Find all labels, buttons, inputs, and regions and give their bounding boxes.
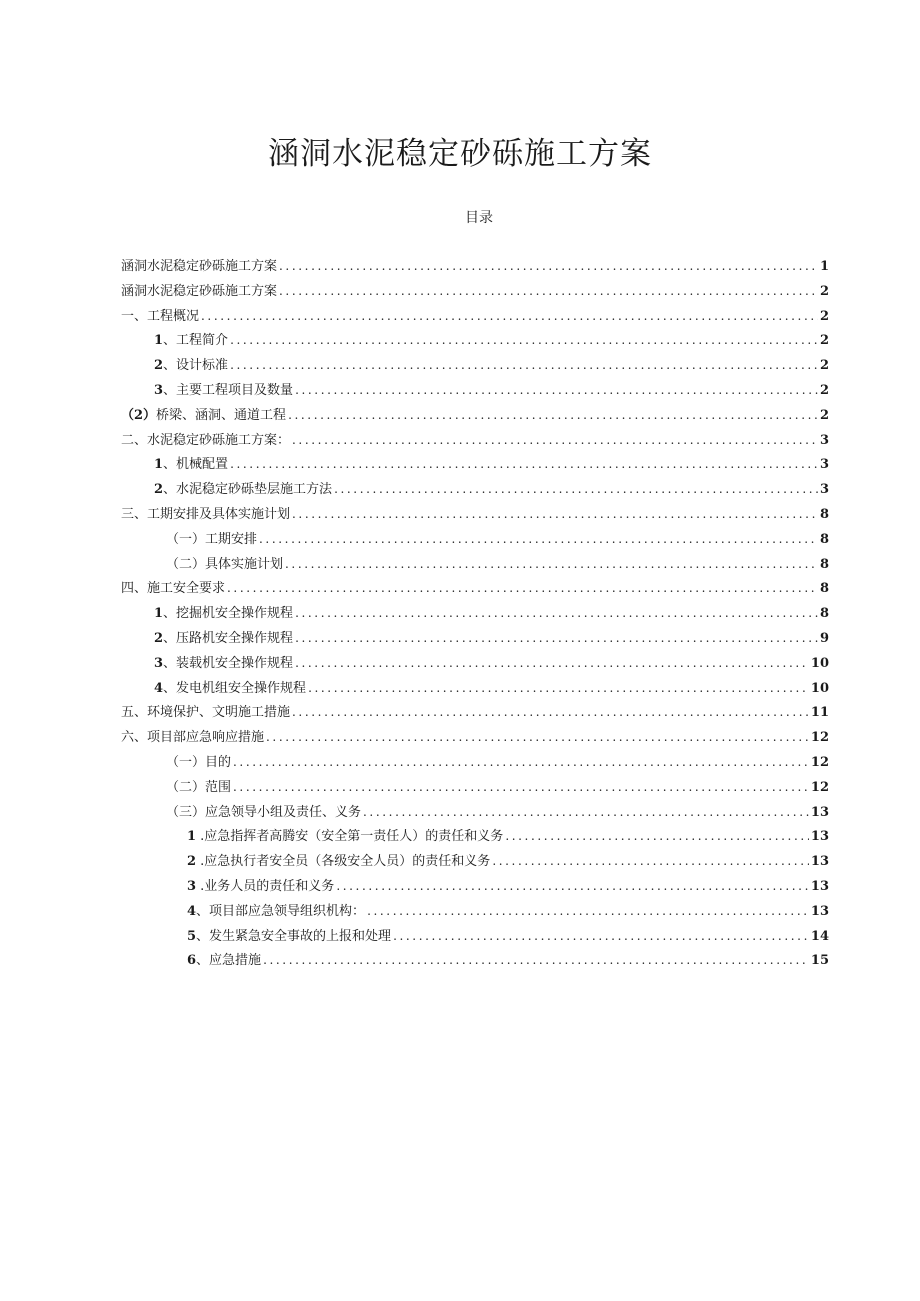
toc-leader-dots	[292, 502, 818, 527]
toc-leader-dots	[227, 576, 818, 601]
toc-entry-label: 、机械配置	[163, 457, 229, 473]
toc-entry[interactable]	[121, 725, 829, 750]
toc-leader-dots	[393, 924, 809, 949]
toc-entry[interactable]	[121, 849, 829, 874]
toc-leader-dots	[367, 899, 809, 924]
toc-leader-dots	[266, 725, 809, 750]
toc-entry[interactable]	[121, 676, 829, 701]
toc-entry-label: 桥梁、涵洞、通道工程	[156, 407, 287, 423]
toc-entry[interactable]	[121, 874, 829, 899]
toc-entry-page: 11	[810, 705, 829, 721]
toc-entry[interactable]	[121, 552, 829, 577]
toc-entry[interactable]	[121, 750, 829, 775]
toc-entry[interactable]	[121, 899, 829, 924]
toc-leader-dots	[201, 304, 818, 329]
toc-entry-label: （二）范围	[166, 779, 232, 795]
toc-entry-label: 、应急措施	[196, 953, 262, 969]
toc-entry-number: 3	[187, 878, 197, 894]
toc-leader-dots	[279, 279, 818, 304]
toc-leader-dots	[263, 948, 809, 973]
toc-leader-dots	[288, 403, 818, 428]
toc-entry-page: 10	[810, 655, 829, 671]
toc-entry-page: 10	[810, 680, 829, 696]
toc-entry-page: 12	[810, 730, 829, 746]
toc-entry-label: .应急执行者安全员（各级安全人员）的责任和义务	[196, 854, 491, 870]
toc-entry-number: 6	[187, 953, 197, 969]
toc-entry[interactable]	[121, 378, 829, 403]
toc-heading: 目录	[465, 210, 493, 226]
toc-leader-dots	[295, 626, 818, 651]
toc-entry[interactable]	[121, 254, 829, 279]
toc-entry-page: 12	[810, 779, 829, 795]
toc-entry-label: （二）具体实施计划	[166, 556, 284, 572]
toc-entry-number: 2	[187, 854, 197, 870]
toc-entry[interactable]	[121, 527, 829, 552]
toc-entry-page: 2	[819, 358, 829, 374]
toc-entry[interactable]	[121, 651, 829, 676]
toc-entry-label: （一）工期安排	[166, 531, 258, 547]
toc-entry-number: 2	[154, 482, 164, 498]
toc-entry-label: .业务人员的责任和义务	[196, 878, 335, 894]
toc-entry-number: （2）	[121, 407, 157, 423]
toc-leader-dots	[334, 477, 818, 502]
toc-entry[interactable]	[121, 502, 829, 527]
toc-entry[interactable]	[121, 800, 829, 825]
toc-entry-number: 3	[154, 382, 164, 398]
toc-leader-dots	[285, 552, 818, 577]
toc-entry-number: 1	[154, 457, 164, 473]
toc-leader-dots	[295, 651, 809, 676]
toc-entry[interactable]	[121, 824, 829, 849]
toc-entry-number: 1	[154, 606, 164, 622]
toc-entry-page: 13	[810, 804, 829, 820]
toc-entry-label: （一）目的	[166, 754, 232, 770]
toc-leader-dots	[336, 874, 809, 899]
toc-entry-page: 2	[819, 333, 829, 349]
toc-entry-label: 四、施工安全要求	[121, 581, 226, 597]
toc-leader-dots	[292, 700, 809, 725]
toc-entry-page: 8	[819, 531, 829, 547]
toc-entry-number: 4	[154, 680, 164, 696]
toc-entry[interactable]	[121, 601, 829, 626]
toc-entry-label: 、工程简介	[163, 333, 229, 349]
toc-leader-dots	[492, 849, 809, 874]
toc-entry[interactable]	[121, 477, 829, 502]
toc-entry-number: 5	[187, 928, 197, 944]
toc-leader-dots	[233, 750, 809, 775]
toc-entry-page: 8	[819, 556, 829, 572]
toc-entry-page: 2	[819, 407, 829, 423]
toc-entry-label: 、压路机安全操作规程	[163, 630, 294, 646]
toc-entry-number: 1	[187, 829, 197, 845]
toc-entry-number: 3	[154, 655, 164, 671]
toc-leader-dots	[308, 676, 809, 701]
toc-entry-label: 、挖掘机安全操作规程	[163, 606, 294, 622]
toc-entry-label: （三）应急领导小组及责任、义务	[166, 804, 362, 820]
toc-entry-page: 12	[810, 754, 829, 770]
toc-entry-label: 、发生紧急安全事故的上报和处理	[196, 928, 392, 944]
toc-entry-page: 2	[819, 382, 829, 398]
toc-entry-number: 1	[154, 333, 164, 349]
toc-entry-label: .应急指挥者高腾安（安全第一责任人）的责任和义务	[196, 829, 504, 845]
toc-entry-page: 9	[819, 630, 829, 646]
toc-entry-label: 、装载机安全操作规程	[163, 655, 294, 671]
toc-entry-label: 、发电机组安全操作规程	[163, 680, 307, 696]
toc-entry[interactable]	[121, 328, 829, 353]
toc-entry-number: 2	[154, 358, 164, 374]
toc-entry-page: 15	[810, 953, 829, 969]
toc-entry[interactable]	[121, 924, 829, 949]
toc-entry-page: 3	[819, 432, 829, 448]
toc-entry[interactable]	[121, 576, 829, 601]
toc-entry-label: 、项目部应急领导组织机构：	[196, 903, 366, 919]
toc-entry-page: 3	[819, 457, 829, 473]
toc-entry[interactable]	[121, 279, 829, 304]
toc-entry[interactable]	[121, 353, 829, 378]
toc-entry-label: 涵洞水泥稳定砂砾施工方案	[121, 283, 278, 299]
toc-entry-label: 涵洞水泥稳定砂砾施工方案	[121, 259, 278, 274]
toc-entry-page: 8	[819, 506, 829, 522]
toc-leader-dots	[230, 328, 818, 353]
toc-entry-page: 1	[819, 259, 829, 274]
toc-leader-dots	[292, 428, 818, 453]
toc-leader-dots	[279, 254, 818, 279]
toc-entry-label: 一、工程概况	[121, 308, 200, 324]
toc-entry-page: 2	[819, 283, 829, 299]
toc-entry[interactable]	[121, 626, 829, 651]
toc-entry[interactable]	[121, 452, 829, 477]
toc-entry-page: 3	[819, 482, 829, 498]
toc-entry-page: 8	[819, 581, 829, 597]
toc-entry-label: 六、项目部应急响应措施	[121, 730, 265, 746]
table-of-contents	[121, 254, 829, 973]
toc-entry-page: 8	[819, 606, 829, 622]
toc-entry[interactable]	[121, 948, 829, 973]
toc-entry-label: 、水泥稳定砂砾垫层施工方法	[163, 482, 333, 498]
toc-entry[interactable]	[121, 304, 829, 329]
toc-entry-label: 、设计标准	[163, 358, 229, 374]
toc-leader-dots	[230, 353, 818, 378]
toc-leader-dots	[295, 378, 818, 403]
toc-leader-dots	[259, 527, 818, 552]
toc-entry[interactable]	[121, 403, 829, 428]
toc-entry-number: 4	[187, 903, 197, 919]
toc-entry[interactable]	[121, 775, 829, 800]
toc-entry-page: 2	[819, 308, 829, 324]
toc-entry-label: 二、水泥稳定砂砾施工方案：	[121, 432, 291, 448]
toc-leader-dots	[295, 601, 818, 626]
toc-entry[interactable]	[121, 428, 829, 453]
toc-entry-label: 三、工期安排及具体实施计划	[121, 506, 291, 522]
toc-entry-page: 14	[810, 928, 829, 944]
toc-leader-dots	[363, 800, 809, 825]
toc-leader-dots	[233, 775, 809, 800]
toc-entry[interactable]	[121, 700, 829, 725]
toc-leader-dots	[230, 452, 818, 477]
toc-leader-dots	[505, 824, 809, 849]
toc-entry-page: 13	[810, 878, 829, 894]
document-title: 涵洞水泥稳定砂砾施工方案	[268, 136, 652, 172]
toc-entry-label: 五、环境保护、文明施工措施	[121, 705, 291, 721]
toc-entry-number: 2	[154, 630, 164, 646]
toc-entry-label: 、主要工程项目及数量	[163, 382, 294, 398]
toc-entry-page: 13	[810, 903, 829, 919]
toc-entry-page: 13	[810, 829, 829, 845]
toc-entry-page: 13	[810, 854, 829, 870]
